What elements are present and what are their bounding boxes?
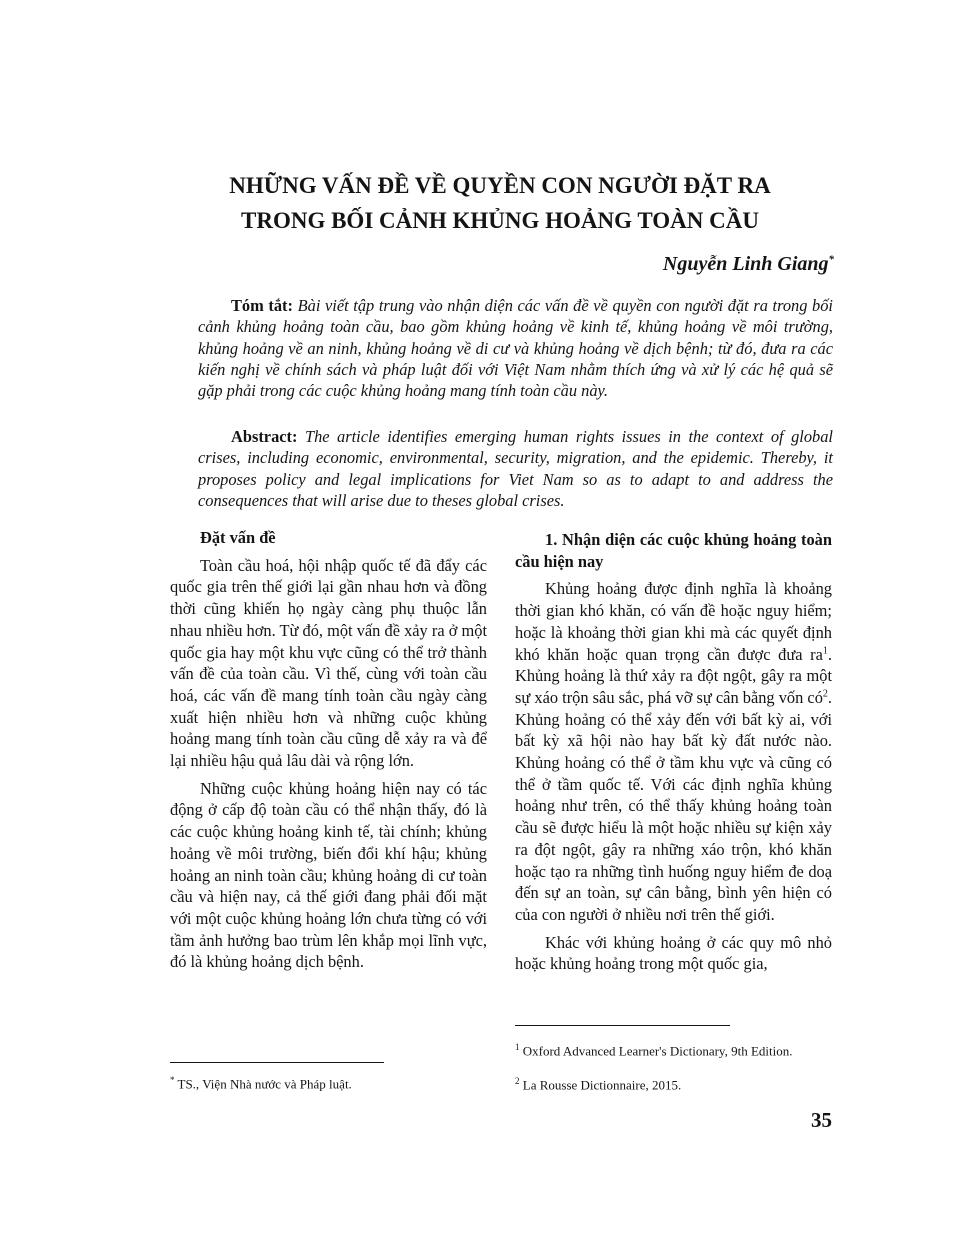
author-name: [663, 253, 834, 276]
author-footnote-mark: *: [828, 253, 834, 266]
summary-en-text: The article identifies emerging human rights issues in the context of global crises, including economic, environmental, security, migration, and the epidemic. Thereby, it proposes policy and legal implications for Viet Nam so as to adapt to and address the consequences that will arise due to theses global crises.: [198, 427, 833, 510]
footnote-2-text: La Rousse Dictionnaire, 2015.: [522, 1077, 682, 1093]
summary-vietnamese: [198, 295, 833, 401]
p1-part-c: . Khủng hoảng có thể xảy đến với bất kỳ ai, với bất kỳ xã hội nào hay bất kỳ đất nước nào. Khủng hoảng có thể ở tầm khu vực và cũng có thể ở tầm quốc tế. Với các định nghĩa khủng hoảng như trên, có thể thấy khủng hoảng toàn cầu sẽ được hiểu là một hoặc nhiều sự kiện xảy ra đột ngột, gây ra những xáo trộn, khó khăn hoặc tạo ra những tình huống nguy hiểm đe doạ đến sự an toàn, sự cân bằng, bình yên hiện có của con người ở nhiều nơi trên thế giới.: [515, 687, 832, 924]
section-heading-1: 1. Nhận diện các cuộc khủng hoảng toàn cầu hiện nay: [515, 530, 832, 571]
author-footnote-mark-bottom: *: [170, 1075, 175, 1085]
footnote-ref-1[interactable]: 1: [822, 645, 828, 657]
article-title-line-1: NHỮNG VẤN ĐỀ VỀ QUYỀN CON NGƯỜI ĐẶT RA: [229, 173, 771, 198]
footnote-1: [515, 1039, 832, 1059]
footnote-divider-right: [515, 1025, 730, 1026]
author-footnote-text: TS., Viện Nhà nước và Pháp luật.: [177, 1076, 352, 1092]
footnote-ref-2[interactable]: 2: [822, 688, 828, 700]
footnote-1-text: Oxford Advanced Learner's Dictionary, 9th Edition.: [522, 1043, 793, 1059]
intro-paragraph-1: Toàn cầu hoá, hội nhập quốc tế đã đẩy các quốc gia trên thế giới lại gần nhau hơn và đồng thời cũng khiến họ ngày càng phụ thuộc lẫn nhau nhiều hơn. Từ đó, một vấn đề xảy ra ở một quốc gia hay một khu vực cũng có thể trở thành vấn đề của toàn cầu. Vì thế, cùng với toàn cầu hoá, các vấn đề mang tính toàn cầu ngày càng xuất hiện nhiều hơn và những cuộc khủng hoảng mang tính toàn cầu cũng dễ xảy ra và để lại nhiều hậu quả lâu dài và rộng lớn.: [170, 555, 487, 771]
left-column: [170, 527, 487, 973]
summary-vi-text: Bài viết tập trung vào nhận diện các vấn đề về quyền con người đặt ra trong bối cảnh khủng hoảng toàn cầu, bao gồm khủng hoảng về kinh tế, khủng hoảng về môi trường, khủng hoảng về an ninh, khủng hoảng về di cư và khủng hoảng về dịch bệnh; từ đó, đưa ra các kiến nghị về chính sách và pháp luật đối với Việt Nam nhằm thích ứng và xử lý các hệ quả sẽ gặp phải trong các cuộc khủng hoảng mang tính toàn cầu này.: [198, 296, 833, 401]
section-heading-intro: Đặt vấn đề: [200, 528, 276, 547]
p1-part-a: Khủng hoảng được định nghĩa là khoảng thời gian khó khăn, có vấn đề hoặc nguy hiểm; hoặc là khoảng thời gian khi mà các quyết định khó khăn hoặc quan trọng cần được đưa ra: [515, 579, 832, 664]
author-name-text: Nguyễn Linh Giang: [662, 253, 829, 275]
summary-en-label: Abstract:: [231, 427, 298, 446]
summary-vi-label: Tóm tắt:: [231, 296, 293, 315]
article-title-line-2: TRONG BỐI CẢNH KHỦNG HOẢNG TOÀN CẦU: [241, 208, 759, 233]
section-1-paragraph-1: [515, 578, 832, 925]
summary-english: [198, 426, 833, 511]
intro-paragraph-2: Những cuộc khủng hoảng hiện nay có tác động ở cấp độ toàn cầu có thể nhận thấy, đó là các cuộc khủng hoảng kinh tế, tài chính; khủng hoảng về môi trường, biến đổi khí hậu; khủng hoảng an ninh toàn cầu; khủng hoảng di cư toàn cầu và hiện nay, cả thế giới đang phải đối mặt với một cuộc khủng hoảng lớn chưa từng có với tầm ảnh hưởng bao trùm lên khắp mọi lĩnh vực, đó là khủng hoảng dịch bệnh.: [170, 778, 487, 972]
footnote-1-number: 1: [515, 1042, 520, 1052]
footnote-2: [515, 1073, 832, 1093]
footnote-2-number: 2: [515, 1076, 520, 1086]
page-number: 35: [811, 1108, 832, 1132]
author-footnote: [170, 1072, 490, 1092]
section-1-paragraph-2: Khác với khủng hoảng ở các quy mô nhỏ hoặc khủng hoảng trong một quốc gia,: [515, 932, 832, 974]
p1-part-b: . Khủng hoảng là thứ xảy ra đột ngột, gây ra một sự xáo trộn sâu sắc, phá vỡ sự cân bằng vốn có: [515, 644, 832, 707]
right-column: [515, 529, 832, 975]
footnote-divider-left: [170, 1062, 384, 1063]
